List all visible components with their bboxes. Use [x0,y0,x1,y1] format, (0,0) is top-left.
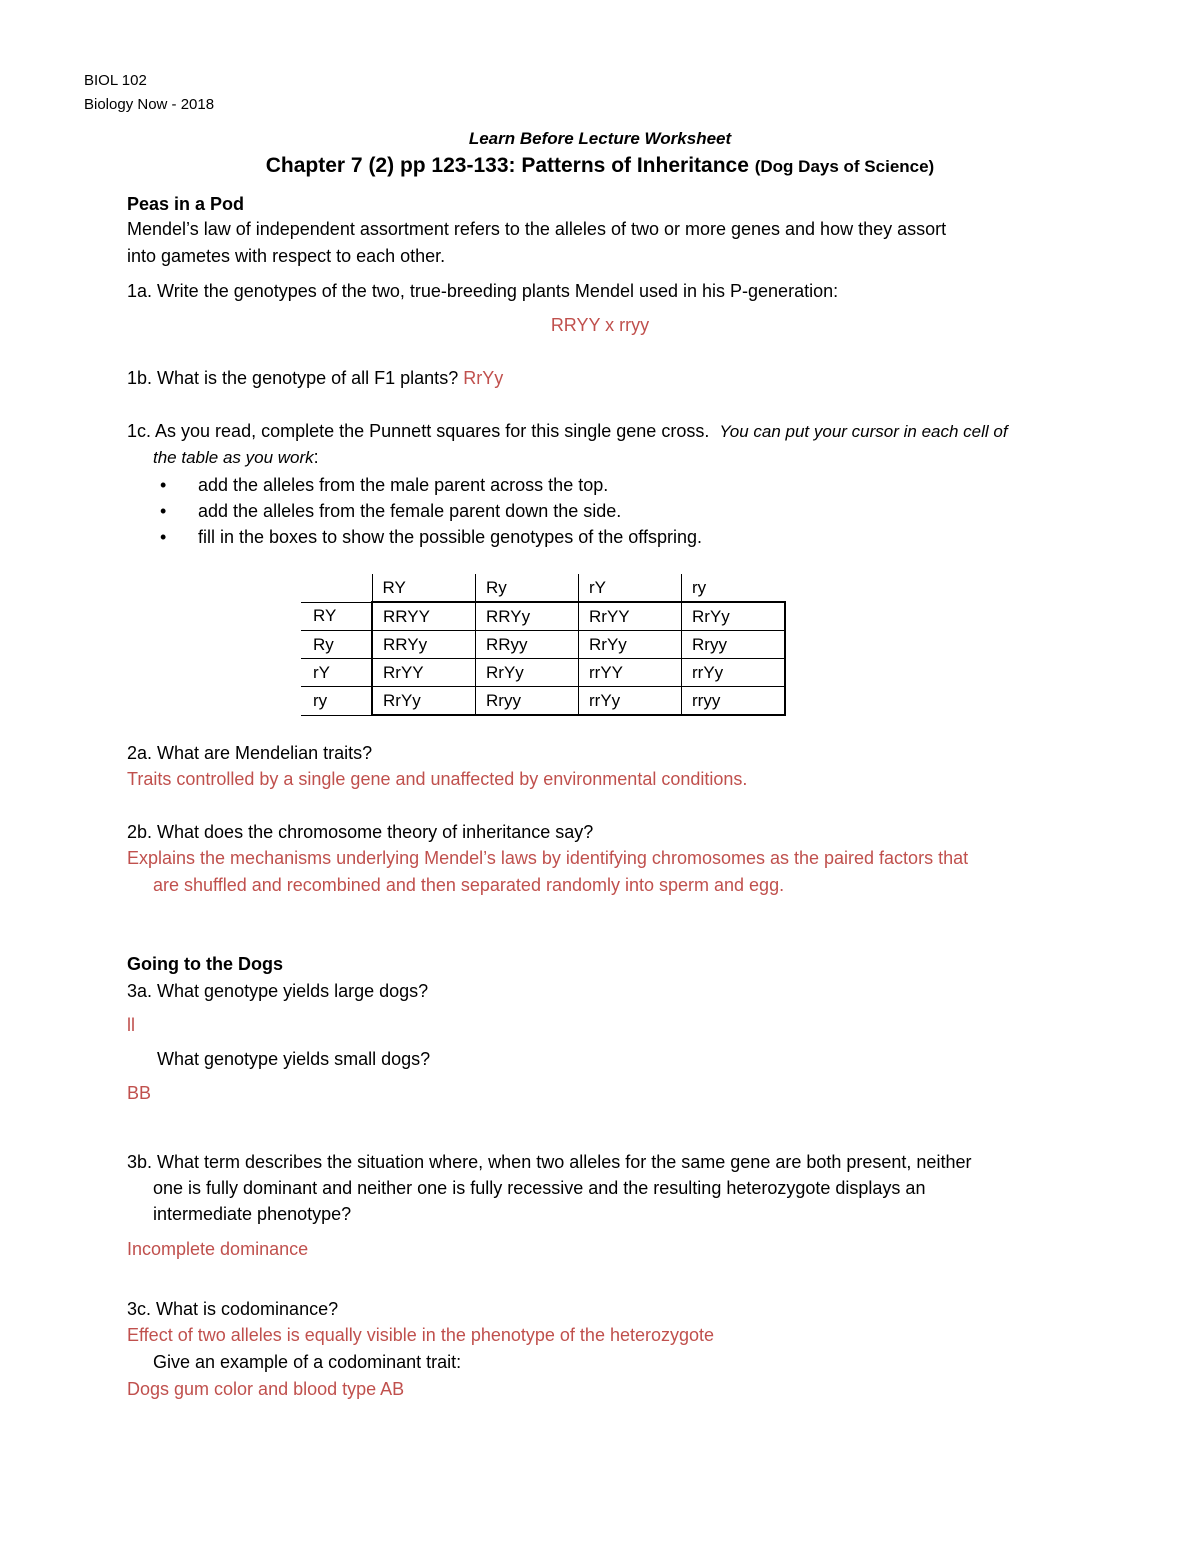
table-cell[interactable]: RrYY [579,602,682,631]
column-header: Ry [476,574,579,602]
question-1c-line2 [153,447,319,468]
row-header: rY [301,659,372,687]
answer-2b-line-1: Explains the mechanisms underlying Mendel’s laws by identifying chromosomes as the paired factors that [127,848,969,868]
row-header: RY [301,602,372,631]
chapter-title-main: Chapter 7 (2) pp 123-133: Patterns of Inheritance [265,154,749,177]
list-item-text: add the alleles from the male parent across the top. [198,475,609,495]
column-header: ry [682,574,786,602]
answer-2a: Traits controlled by a single gene and unaffected by environmental conditions. [127,769,748,789]
answer-1a: RRYY x rryy [550,315,650,335]
table-cell[interactable]: rryy [682,687,786,716]
list-item [150,472,702,498]
row-header: ry [301,687,372,716]
table-row [301,687,785,716]
question-1b-text: 1b. What is the genotype of all F1 plants? [127,368,459,388]
column-header: rY [579,574,682,602]
row-header: Ry [301,631,372,659]
question-1b [127,368,503,389]
table-cell[interactable]: RRyy [476,631,579,659]
table-cell[interactable]: RRYy [476,602,579,631]
question-1c-italic-2: the table as you work [153,448,314,467]
list-item-text: fill in the boxes to show the possible genotypes of the offspring. [198,527,702,547]
table-cell[interactable]: RrYy [372,687,476,716]
bullet-icon: • [160,501,167,521]
question-3a: 3a. What genotype yields large dogs? [127,981,429,1001]
course-code: BIOL 102 [84,72,147,89]
table-cell[interactable]: RrYY [372,659,476,687]
list-item [150,498,702,524]
section-heading-peas: Peas in a Pod [127,194,245,214]
table-corner-cell [301,574,372,602]
question-1c-italic: You can put your cursor in each cell of [719,422,1008,441]
table-cell[interactable]: Rryy [476,687,579,716]
table-cell[interactable]: RRYy [372,631,476,659]
answer-2b-line-2: are shuffled and recombined and then separated randomly into sperm and egg. [153,875,785,895]
question-3b-line-2: one is fully dominant and neither one is fully recessive and the resulting heterozygote displays an [153,1178,926,1198]
worksheet-title: Learn Before Lecture Worksheet [468,129,732,148]
answer-3b: Incomplete dominance [127,1239,309,1259]
answer-3a-part-2: BB [127,1083,152,1103]
table-row [301,631,785,659]
instruction-list [150,472,702,550]
question-3b-line-1: 3b. What term describes the situation where, when two alleles for the same gene are both present, neither [127,1152,972,1172]
table-cell[interactable]: rrYY [579,659,682,687]
chapter-title [0,154,1200,178]
bullet-icon: • [160,475,167,495]
question-2b: 2b. What does the chromosome theory of inheritance say? [127,822,594,842]
intro-line-2: into gametes with respect to each other. [127,246,446,266]
answer-1b: RrYy [463,368,504,388]
bullet-icon: • [160,527,167,547]
answer-3c: Effect of two alleles is equally visible in the phenotype of the heterozygote [127,1325,715,1345]
question-1a: 1a. Write the genotypes of the two, true-breeding plants Mendel used in his P-generation: [127,281,839,301]
column-header: RY [372,574,476,602]
table-header-row [301,574,785,602]
table-row [301,659,785,687]
table-cell[interactable]: RrYy [579,631,682,659]
question-3c: 3c. What is codominance? [127,1299,339,1319]
list-item-text: add the alleles from the female parent down the side. [198,501,622,521]
table-cell[interactable]: rrYy [579,687,682,716]
list-item [150,524,702,550]
question-3a-part-2: What genotype yields small dogs? [157,1049,431,1069]
chapter-title-sub: (Dog Days of Science) [754,157,935,176]
question-2a: 2a. What are Mendelian traits? [127,743,373,763]
table-cell[interactable]: Rryy [682,631,786,659]
punnett-square-table [301,574,786,716]
table-cell[interactable]: rrYy [682,659,786,687]
intro-line-1: Mendel’s law of independent assortment refers to the alleles of two or more genes and how they assort [127,219,947,239]
table-cell[interactable]: RRYY [372,602,476,631]
answer-3a: ll [127,1015,135,1035]
question-3c-part-2: Give an example of a codominant trait: [153,1352,462,1372]
question-1c [127,421,1008,442]
course-subtitle: Biology Now - 2018 [84,96,215,113]
table-cell[interactable]: RrYy [476,659,579,687]
section-heading-dogs: Going to the Dogs [127,954,283,974]
question-1c-text: 1c. As you read, complete the Punnett squares for this single gene cross. [127,421,710,441]
question-3b-line-3: intermediate phenotype? [153,1204,352,1224]
table-cell[interactable]: RrYy [682,602,786,631]
answer-3c-part-2: Dogs gum color and blood type AB [127,1379,405,1399]
table-row [301,602,785,631]
question-1c-colon: : [313,447,319,467]
